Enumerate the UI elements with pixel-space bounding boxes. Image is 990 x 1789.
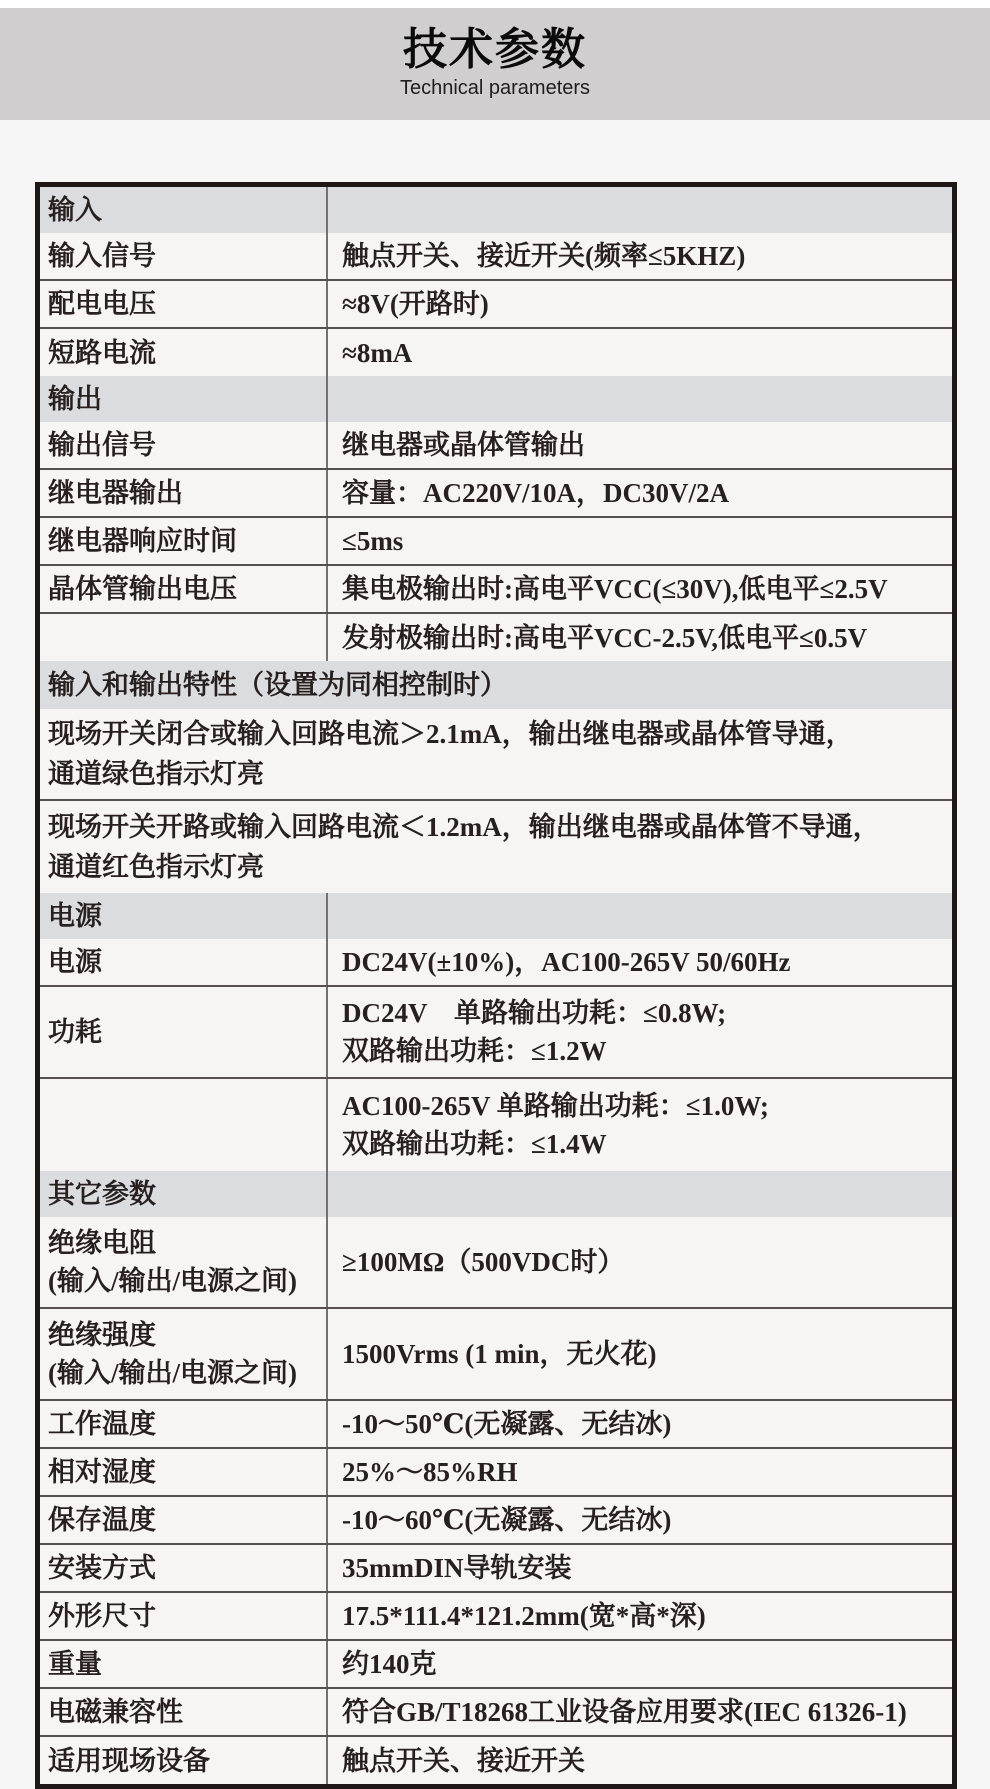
row-label: [40, 893, 328, 939]
row-value-line: 双路输出功耗：≤1.2W: [342, 1036, 607, 1066]
row-label: [40, 281, 328, 327]
spec-row: [40, 422, 952, 470]
row-label-line: (输入/输出/电源之间): [48, 1266, 297, 1296]
spec-row: [40, 1737, 952, 1784]
row-label: [40, 1593, 328, 1639]
row-label-line: 重量: [48, 1649, 102, 1679]
row-value-line: AC100-265V 单路输出功耗：≤1.0W;: [342, 1091, 769, 1121]
header: [0, 8, 990, 120]
row-label: [40, 1401, 328, 1447]
row-label: [40, 566, 328, 612]
page-subtitle: Technical parameters: [399, 77, 591, 99]
row-label-line: 输入信号: [48, 241, 156, 271]
spec-row: [40, 281, 952, 329]
row-value-line: 约140克: [342, 1649, 437, 1679]
spec-row: [40, 1401, 952, 1449]
row-label: [40, 518, 328, 564]
row-text-line: 通道绿色指示灯亮: [48, 759, 264, 789]
full-width-text-row: [40, 801, 952, 893]
row-value: [328, 233, 952, 279]
spec-row: [40, 1689, 952, 1737]
page-top-margin: [0, 0, 990, 8]
spec-row: [40, 329, 952, 376]
row-value-line: ≈8V(开路时): [342, 289, 489, 319]
row-value: [328, 518, 952, 564]
row-value: [328, 329, 952, 376]
row-label: [40, 376, 328, 422]
row-value-line: 1500Vrms (1 min，无火花): [342, 1339, 657, 1369]
row-label-line: 输出信号: [48, 430, 156, 460]
row-label-line: 继电器输出: [48, 478, 183, 508]
spec-table: [35, 182, 957, 1789]
row-label: [40, 233, 328, 279]
row-value: [328, 187, 952, 233]
spec-row: [40, 233, 952, 281]
row-value-line: 25%～85%RH: [342, 1457, 518, 1487]
row-value: [328, 1593, 952, 1639]
row-value-line: -10～50℃(无凝露、无结冰): [342, 1409, 672, 1439]
row-label: [40, 1079, 328, 1171]
section-row: [40, 187, 952, 233]
spec-row: [40, 1641, 952, 1689]
row-text: [40, 801, 952, 893]
spec-row: [40, 1309, 952, 1401]
row-text-line: 通道红色指示灯亮: [48, 852, 264, 882]
row-label-line: 晶体管输出电压: [48, 574, 237, 604]
row-label: [40, 329, 328, 376]
row-label: [40, 470, 328, 516]
row-label-line: 相对湿度: [48, 1457, 156, 1487]
row-label: [40, 1497, 328, 1543]
row-label-line: 输入: [48, 195, 102, 225]
row-label: [40, 939, 328, 985]
spec-row: [40, 1593, 952, 1641]
row-value-line: 双路输出功耗：≤1.4W: [342, 1129, 607, 1159]
row-value-line: 容量：AC220V/10A，DC30V/2A: [342, 478, 729, 508]
row-label-line: 外形尺寸: [48, 1601, 156, 1631]
row-label-line: 配电电压: [48, 289, 156, 319]
row-label-line: (输入/输出/电源之间): [48, 1358, 297, 1388]
row-text: [40, 709, 952, 799]
row-label: [40, 1545, 328, 1591]
row-label-line: 输出: [48, 384, 102, 414]
row-label: [40, 614, 328, 661]
row-label-line: 短路电流: [48, 337, 156, 368]
section-row: [40, 1171, 952, 1217]
row-label: [40, 1689, 328, 1735]
row-label-line: 保存温度: [48, 1505, 156, 1535]
row-value-line: 35mmDIN导轨安装: [342, 1553, 572, 1583]
spec-row: [40, 614, 952, 661]
spec-row: [40, 566, 952, 614]
row-value-line: -10～60℃(无凝露、无结冰): [342, 1505, 672, 1535]
row-value: [328, 1079, 952, 1171]
row-value-line: ≥100MΩ（500VDC时）: [342, 1247, 625, 1277]
row-value-line: 符合GB/T18268工业设备应用要求(IEC 61326-1): [342, 1697, 907, 1727]
row-label: [40, 1217, 328, 1307]
section-row: [40, 376, 952, 422]
row-label-line: 工作温度: [48, 1409, 156, 1439]
spec-row: [40, 1545, 952, 1593]
row-value: [328, 1737, 952, 1784]
row-text-line: 输入和输出特性（设置为同相控制时）: [48, 670, 507, 700]
row-value: [328, 1689, 952, 1735]
row-label-line: 电磁兼容性: [48, 1697, 183, 1727]
row-value: [328, 1401, 952, 1447]
row-value-line: DC24V(±10%)，AC100-265V 50/60Hz: [342, 947, 791, 977]
spec-row: [40, 1079, 952, 1171]
row-label-line: 适用现场设备: [48, 1745, 210, 1776]
row-value-line: 17.5*111.4*121.2mm(宽*高*深): [342, 1601, 706, 1631]
row-value-line: ≤5ms: [342, 526, 404, 556]
row-value: [328, 614, 952, 661]
row-value: [328, 1641, 952, 1687]
row-value: [328, 376, 952, 422]
row-value: [328, 1545, 952, 1591]
spec-row: [40, 939, 952, 987]
spec-row: [40, 518, 952, 566]
row-text-line: 现场开关开路或输入回路电流＜1.2mA，输出继电器或晶体管不导通，: [48, 812, 880, 842]
row-label-line: 电源: [48, 947, 102, 977]
row-value-line: DC24V 单路输出功耗：≤0.8W;: [342, 998, 727, 1028]
row-value: [328, 470, 952, 516]
row-value: [328, 422, 952, 468]
row-value-line: ≈8mA: [342, 337, 413, 368]
spec-row: [40, 1497, 952, 1545]
row-value-line: 发射极输出时:高电平VCC-2.5V,低电平≤0.5V: [342, 622, 868, 653]
row-label-line: 电源: [48, 901, 102, 931]
row-value-line: 集电极输出时:高电平VCC(≤30V),低电平≤2.5V: [342, 574, 888, 604]
row-label-line: 安装方式: [48, 1553, 156, 1583]
row-value: [328, 939, 952, 985]
row-value-line: 触点开关、接近开关: [342, 1745, 585, 1776]
row-label: [40, 187, 328, 233]
row-label-line: 绝缘强度: [48, 1320, 156, 1350]
spec-row: [40, 470, 952, 518]
row-label-line: 绝缘电阻: [48, 1228, 156, 1258]
row-label: [40, 1737, 328, 1784]
row-label: [40, 1449, 328, 1495]
row-value-line: 继电器或晶体管输出: [342, 430, 585, 460]
spec-row: [40, 1217, 952, 1309]
row-label: [40, 1641, 328, 1687]
row-text: [40, 661, 952, 709]
row-label-line: 功耗: [48, 1017, 102, 1047]
row-value: [328, 1171, 952, 1217]
spec-row: [40, 1449, 952, 1497]
section-row: [40, 893, 952, 939]
row-label: [40, 1171, 328, 1217]
row-label-line: 继电器响应时间: [48, 526, 237, 556]
row-value: [328, 893, 952, 939]
row-value: [328, 1309, 952, 1399]
row-label-line: 其它参数: [48, 1179, 156, 1209]
row-value: [328, 281, 952, 327]
row-label: [40, 422, 328, 468]
row-value: [328, 566, 952, 612]
row-value: [328, 1449, 952, 1495]
row-value-line: 触点开关、接近开关(频率≤5KHZ): [342, 241, 746, 271]
full-width-header-row: [40, 661, 952, 709]
row-label: [40, 987, 328, 1077]
row-label: [40, 1309, 328, 1399]
row-text-line: 现场开关闭合或输入回路电流＞2.1mA，输出继电器或晶体管导通，: [48, 719, 853, 749]
spec-row: [40, 987, 952, 1079]
row-value: [328, 987, 952, 1077]
page-title: 技术参数: [403, 25, 587, 74]
row-value: [328, 1217, 952, 1307]
row-value: [328, 1497, 952, 1543]
full-width-text-row: [40, 709, 952, 801]
